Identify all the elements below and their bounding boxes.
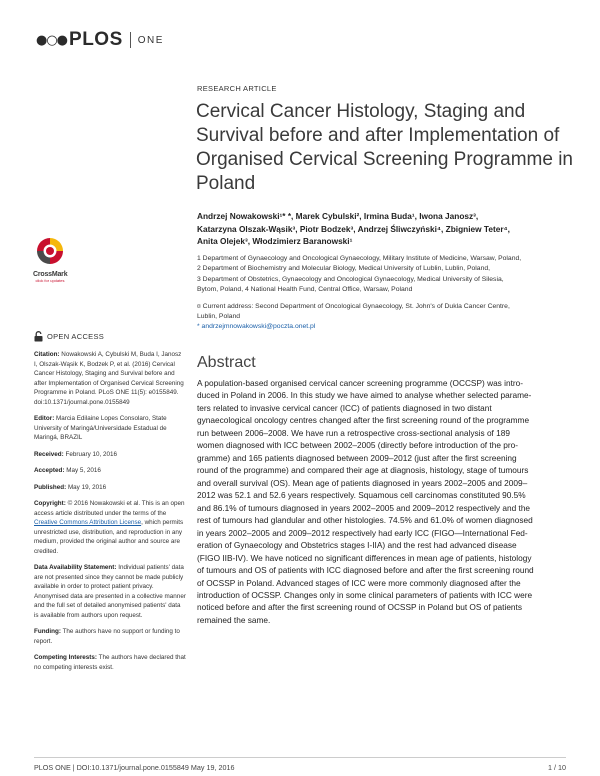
affiliation-line: Bytom, Poland, 4 National Health Fund, Central Office, Warsaw, Poland: [197, 285, 413, 293]
abstract-line: (FIGO IIB-IV). We have noticed no significant differences in mean age of patients, histology: [197, 552, 532, 563]
abstract-line: gynaecological oncology centres changed after the first screening round of the programme: [197, 415, 530, 426]
data-availability-text: Individual patients' data are not presented since they cannot be made publicly available in order to protect patient privacy. Anonymised data are presented in a collective manner and the full set of detailed anonymised patients' data is available from authors upon request.: [34, 564, 186, 619]
cc-license-link[interactable]: Creative Commons Attribution License: [34, 519, 142, 526]
received-date: February 10, 2016: [65, 450, 117, 458]
abstract-line: 2012 was 52.1 and 52.6 years respectively. Squamous cell carcinomas constituted 90.5%: [197, 490, 526, 501]
received-label: Received:: [34, 450, 64, 458]
abstract-line: duced in Poland in 2006. In this study we have aimed to analyse whether selected parame-: [197, 390, 532, 401]
accepted-block: [34, 466, 186, 476]
abstract-line: A population-based organised cervical cancer screening programme (OCCSP) was intro-: [197, 378, 524, 388]
footer-citation: PLOS ONE | DOI:10.1371/journal.pone.0155849 May 19, 2016: [34, 763, 235, 772]
one-logo-text: ONE: [137, 34, 164, 46]
page-number: 1 / 10: [548, 763, 566, 772]
crossmark-sub: click for updates: [35, 278, 65, 283]
corresponding-email-link[interactable]: * andrzejmnowakowski@poczta.onet.pl: [197, 323, 316, 330]
affiliation-line: 1 Department of Gynaecology and Oncological Gynaecology, Military Institute of Medicine, Warsaw, Poland,: [197, 255, 522, 262]
abstract-line: rest of tumours had glandular and other histologies. 74.5% and 61.0% of women diagnosed: [197, 515, 533, 526]
abstract-line: and 86.1% of tumours diagnosed in years 2002–2005 and 2009–2012 respectively and the: [197, 502, 531, 513]
title-line: Cervical Cancer Histology, Staging and: [196, 101, 526, 122]
copyright-text: © 2016 Nowakowski et al. This is an open access article distributed under the terms of the: [34, 500, 185, 517]
crossmark-icon: [35, 236, 65, 266]
editor-label: Editor:: [34, 415, 55, 422]
abstract-line: of OCSSP in Poland. Advanced stages of ICC were more commonly diagnosed after the: [197, 577, 521, 588]
title-line: Poland: [196, 173, 256, 194]
current-address: [197, 302, 582, 323]
logo-separator: [130, 32, 131, 48]
plos-logo-dots: ●○●: [36, 32, 68, 48]
author-list: [197, 210, 577, 248]
plos-one-logo[interactable]: [36, 30, 164, 50]
abstract-line: and overall survival (OS). Mean age of patients diagnosed in years 2002–2005 and 2009–: [197, 477, 528, 488]
article-title: [196, 100, 576, 196]
competing-interests-text: The authors have declared that no competing interests exist.: [34, 654, 186, 671]
crossmark-label: CrossMark: [33, 271, 68, 278]
copyright-label: Copyright:: [34, 500, 66, 507]
abstract-line: ters related to invasive cervical cancer (ICC) of patients diagnosed in two distant: [197, 402, 492, 413]
abstract-line: run between 2006–2008. We have run a retrospective cross-sectional analysis of 189: [197, 427, 511, 438]
published-label: Published:: [34, 483, 67, 491]
author-line: Andrzej Nowakowski¹* *, Marek Cybulski², Irmina Buda¹, Iwona Janosz³,: [197, 211, 479, 221]
abstract-body: [197, 377, 581, 626]
abstract-line: introduction of OCSSP. Changes only in some clinical parameters of patients with ICC were: [197, 589, 533, 600]
author-line: Katarzyna Olszak-Wąsik³, Piotr Bodzek³, Andrzej Śliwczyński⁴, Zbigniew Teter⁴,: [197, 223, 510, 234]
abstract-line: gramme) and 165 patients diagnosed between 2009–2012 (just after the first screening: [197, 452, 517, 463]
affiliations: [197, 254, 582, 295]
citation-label: Citation:: [34, 351, 60, 358]
affiliation-line: 2 Department of Biochemistry and Molecular Biology, Medical University of Lublin, Lublin, Poland,: [197, 265, 491, 273]
editor-text: Marcia Edilaine Lopes Consolaro, State University of Maringá/Universidade Estadual de Maringá, BRAZIL: [34, 415, 167, 441]
editor-block: [34, 414, 186, 443]
abstract-line: eration of Gynaecology and Obstetrics stages I-IIA) and the rest had advanced disease: [197, 540, 517, 551]
published-block: [34, 483, 186, 493]
accepted-date: May 5, 2016: [66, 467, 101, 474]
accepted-label: Accepted:: [34, 467, 65, 474]
current-address-line: Lublin, Poland: [197, 313, 241, 321]
footer-divider: [34, 757, 566, 758]
abstract-line: of tumours and OS of patients with ICC diagnosed before and after the first screening round: [197, 565, 534, 576]
abstract-line: round of the programme) and compared their age at diagnosis, histology, stage of tumours: [197, 465, 529, 476]
competing-interests-block: [34, 653, 186, 672]
title-line: Survival before and after Implementation of: [196, 125, 560, 146]
copyright-block: [34, 499, 186, 556]
open-lock-icon: [34, 331, 43, 342]
abstract-line: remained the same.: [197, 614, 271, 625]
competing-interests-label: Competing Interests:: [34, 654, 97, 661]
copyright-text-end: , which permits unrestricted use, distribution, and reproduction in any medium, provided the original author and source are credited.: [34, 519, 184, 555]
crossmark-badge[interactable]: [33, 236, 67, 283]
title-line: Organised Cervical Screening Programme in: [196, 149, 573, 170]
current-address-line: ¤ Current address: Second Department of Oncological Gynaecology, St. John's of Dukla Cancer Centre,: [197, 303, 510, 310]
funding-text: The authors have no support or funding to report.: [34, 628, 180, 645]
abstract-line: in years 2002–2005 and 2009–2012 respectively had early ICC (FIGO—International Fed-: [197, 527, 528, 538]
author-line: Anita Olejek³, Włodzimierz Baranowski¹: [197, 236, 353, 246]
open-access-badge: [34, 331, 104, 342]
received-block: [34, 450, 186, 460]
abstract-line: women diagnosed with ICC between 2002–2005 (directly before introduction of the pro-: [197, 440, 519, 451]
published-date: May 19, 2016: [67, 483, 107, 491]
article-type: RESEARCH ARTICLE: [197, 84, 277, 93]
citation-text: Nowakowski A, Cybulski M, Buda I, Janosz I, Olszak-Wąsik K, Bodzek P, et al. (2016) Cervical Cancer Histology, Staging and Survival before and after Implementation of Organised Cervical Screening Programme in Poland. PLoS ONE 11(5): e0155849. doi:10.1371/journal.pone.0155849: [34, 351, 184, 406]
open-access-label: OPEN ACCESS: [47, 332, 105, 341]
data-availability-label: Data Availability Statement:: [34, 564, 117, 571]
plos-logo-text: PLOS: [69, 29, 123, 50]
citation-block: [34, 350, 186, 407]
abstract-heading: Abstract: [197, 354, 256, 371]
funding-label: Funding:: [34, 628, 61, 635]
affiliation-line: 3 Department of Obstetrics, Gynaecology and Oncological Gynaecology, Medical University of Silesia,: [197, 275, 504, 283]
funding-block: [34, 627, 186, 646]
article-sidebar: [34, 350, 186, 679]
data-availability-block: [34, 563, 186, 620]
abstract-line: noticed before and after the first screening round of OCSSP in Poland but OS of patients: [197, 602, 523, 613]
